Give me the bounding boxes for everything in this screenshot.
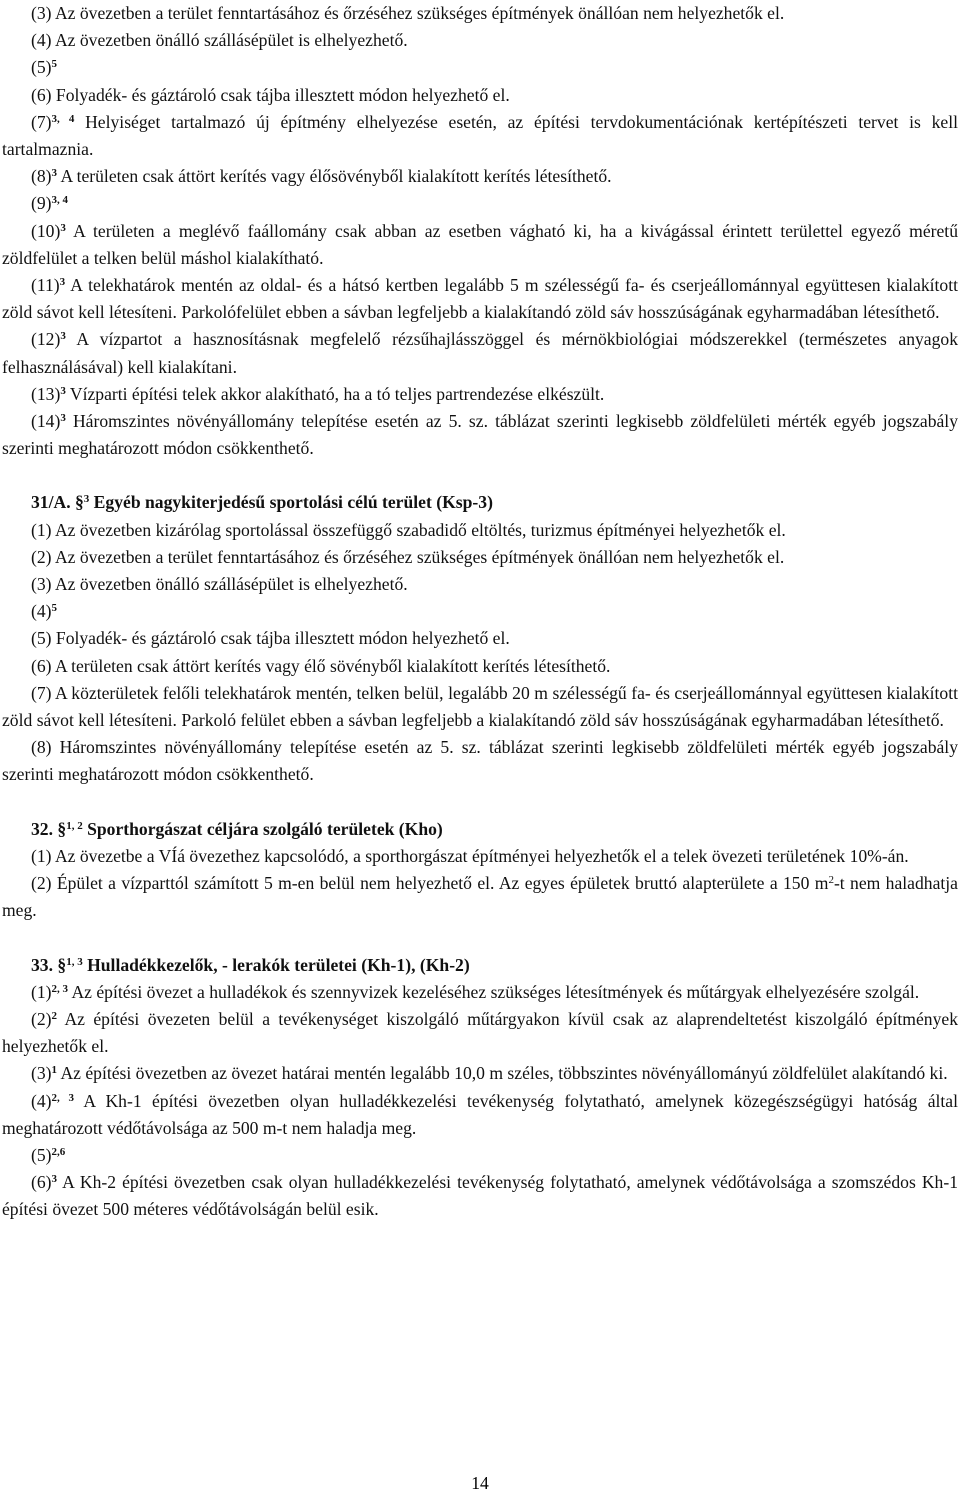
footnote-ref: 3: [60, 412, 66, 424]
footnote-ref: 1, 2: [66, 819, 83, 832]
paragraph: (2) Az övezetben a terület fenntartásához és őrzéséhez szükséges építmények önállóan nem helyezhetők el.: [31, 546, 785, 567]
footnote-ref: 1: [51, 1064, 58, 1077]
section-heading: 33. §$^{1, 3}$ Hulladékkezelők, - lerakók területei (Kh-1), (Kh-2): [31, 954, 470, 975]
footnote-ref: 2: [51, 1009, 58, 1022]
footnote-ref: 2,6: [51, 1145, 66, 1158]
footnote-ref: 2, 3: [51, 1091, 74, 1104]
footnote-ref: 3: [83, 493, 90, 506]
footnote-ref: 3: [60, 330, 66, 343]
paragraph: (6) A területen csak áttört kerítés vagy élő sövényből kialakított kerítés létesíthető.: [31, 655, 611, 676]
document-page: [2, 0, 958, 1224]
paragraph: $(7)^{3, 4}$ Helyiséget tartalmazó új építmény elhelyezése esetén, az építési tervdokumentációnak kertépítészeti tervet is kell tartalmaznia.: [2, 111, 958, 160]
footnote-ref: 1, 3: [66, 955, 83, 968]
paragraph: (4) Az övezetben önálló szállásépület is elhelyezhető.: [31, 30, 408, 51]
page-number: 14: [471, 1473, 489, 1493]
paragraph: $(14)^3$ Háromszintes növényállomány telepítése esetén az 5. sz. táblázat szerinti legkisebb zöldfelületi mérték egyéb jogszabály szerinti meghatározott módon csökkenthető.: [2, 411, 958, 459]
paragraph: (5) Folyadék- és gáztároló csak tájba illesztett módon helyezhető el.: [31, 628, 510, 649]
paragraph: $(13)^3$ Vízparti építési telek akkor alakítható, ha a tó teljes partrendezése elkészült.: [31, 383, 605, 404]
paragraph: $(11)^3$ A telekhatárok mentén az oldal- és a hátsó kertben legalább 5 m szélességű fa- és cserjeállománnyal együttesen kialakított zöld sávot kell létesíteni. Parkolófelület ebben a sávban legfeljebb a kialakítandó zöld sáv hosszúságának egyharmadában létesíthető.: [2, 275, 958, 323]
paragraph: $(10)^3$ A területen a meglévő faállomány csak abban az esetben vágható ki, ha a kivágással érintett területtel egyező méretű zöldfelület a telken belül máshol kialakítható.: [2, 220, 958, 268]
section-heading: 32. §$^{1, 2}$ Sporthorgászat céljára szolgáló területek (Kho): [31, 818, 443, 839]
footnote-ref: 2, 3: [51, 982, 69, 995]
paragraph: (6) Folyadék- és gáztároló csak tájba illesztett módon helyezhető el.: [31, 84, 510, 105]
section-sign: §: [57, 818, 67, 839]
footnote-ref: 3, 4: [51, 194, 69, 207]
paragraph: $(1)^{2, 3}$ Az építési övezet a hulladékok és szennyvizek kezeléséhez szükséges létesítmények és műtárgyak elhelyezésére szolgál.: [31, 981, 920, 1002]
paragraph: (1) Az övezetbe a VÍá övezethez kapcsolódó, a sporthorgászat építményei helyezhetők el a telek övezeti területének 10%-án.: [31, 845, 909, 866]
paragraph: $(8)^3$ A területen csak áttört kerítés vagy élősövényből kialakított kerítés létesíthető.: [31, 166, 612, 187]
paragraph: $(4)^5$: [31, 601, 58, 622]
paragraph: $(3)^1$ Az építési övezetben az övezet határai mentén legalább 10,0 m széles, többszintes növényállományú zöldfelület alakítandó ki.: [31, 1063, 948, 1084]
section-sign: §: [74, 492, 84, 513]
footnote-ref: 3: [51, 167, 58, 180]
paragraph: $(5)^5$: [31, 57, 58, 78]
paragraph: (2) Épület a vízparttól számított 5 m-en belül nem helyezhető el. Az egyes épületek bruttó alapterülete a 150 $m^2-t$ nem haladhatja meg.: [2, 873, 958, 921]
unit-exponent: 2: [828, 874, 834, 887]
section-sign: §: [57, 954, 67, 975]
paragraph: $(5)^{2,6}$: [31, 1144, 66, 1165]
section-spacer: [2, 462, 958, 489]
paragraph: $(12)^3$ A vízpartot a hasznosításnak megfelelő rézsűhajlásszöggel és mérnökbiológiai módszerekkel (természetes anyagok felhasználásával) kell kialakítani.: [2, 329, 958, 377]
paragraph: (7) A közterületek felőli telekhatárok mentén, telken belül, legalább 20 m szélességű fa- és cserjeállománnyal együttesen kialakított zöld sávot kell létesíteni. Parkoló felület ebben a sávban legfeljebb a kialakítandó zöld sáv hosszúságának egyharmadában létesíthető.: [2, 682, 958, 731]
footnote-ref: 5: [51, 58, 58, 71]
paragraph: $(9)^{3, 4}$: [31, 193, 69, 214]
footnote-ref: 3: [60, 384, 66, 397]
paragraph: $(4)^{2, 3}$ A Kh-1 építési övezetben olyan hulladékkezelési tevékenység folytatható, amelynek közegészségügyi hatóság által meghatározott védőtávolsága az 500 m-t nem haladja meg.: [2, 1090, 958, 1138]
section-heading: 31/A. §$^3$ Egyéb nagykiterjedésű sportolási célú terület (Ksp-3): [31, 492, 493, 513]
paragraph: (3) Az övezetben a terület fenntartásához és őrzéséhez szükséges építmények önállóan nem helyezhetők el.: [31, 3, 785, 23]
footnote-ref: 3: [51, 1173, 58, 1186]
paragraph: (1) Az övezetben kizárólag sportolással összefüggő szabadidő eltöltés, turizmus építményei helyezhetők el.: [31, 519, 786, 540]
section-spacer: [2, 925, 958, 952]
footnote-ref: 3: [60, 221, 66, 234]
paragraph: (8) Háromszintes növényállomány telepítése esetén az 5. sz. táblázat szerinti legkisebb zöldfelületi mérték egyéb jogszabály szerinti meghatározott módon csökkenthető.: [2, 737, 958, 785]
footnote-ref: 5: [51, 602, 58, 615]
paragraph: $(6)^3$ A Kh-2 építési övezetben csak olyan hulladékkezelési tevékenység folytatható, amelynek védőtávolsága a szomszédos Kh-1 építési övezet 500 méteres védőtávolságán belül esik.: [2, 1172, 958, 1220]
section-spacer: [2, 789, 958, 816]
paragraph: (3) Az övezetben önálló szállásépület is elhelyezhető.: [31, 574, 408, 595]
footnote-ref: 3, 4: [51, 112, 75, 125]
footnote-ref: 3: [59, 275, 66, 288]
paragraph: $(2)^2$ Az építési övezeten belül a tevékenységet kiszolgáló műtárgyakon kívül csak az alaprendeltetést kiszolgáló építmények helyezhetők el.: [2, 1008, 958, 1057]
